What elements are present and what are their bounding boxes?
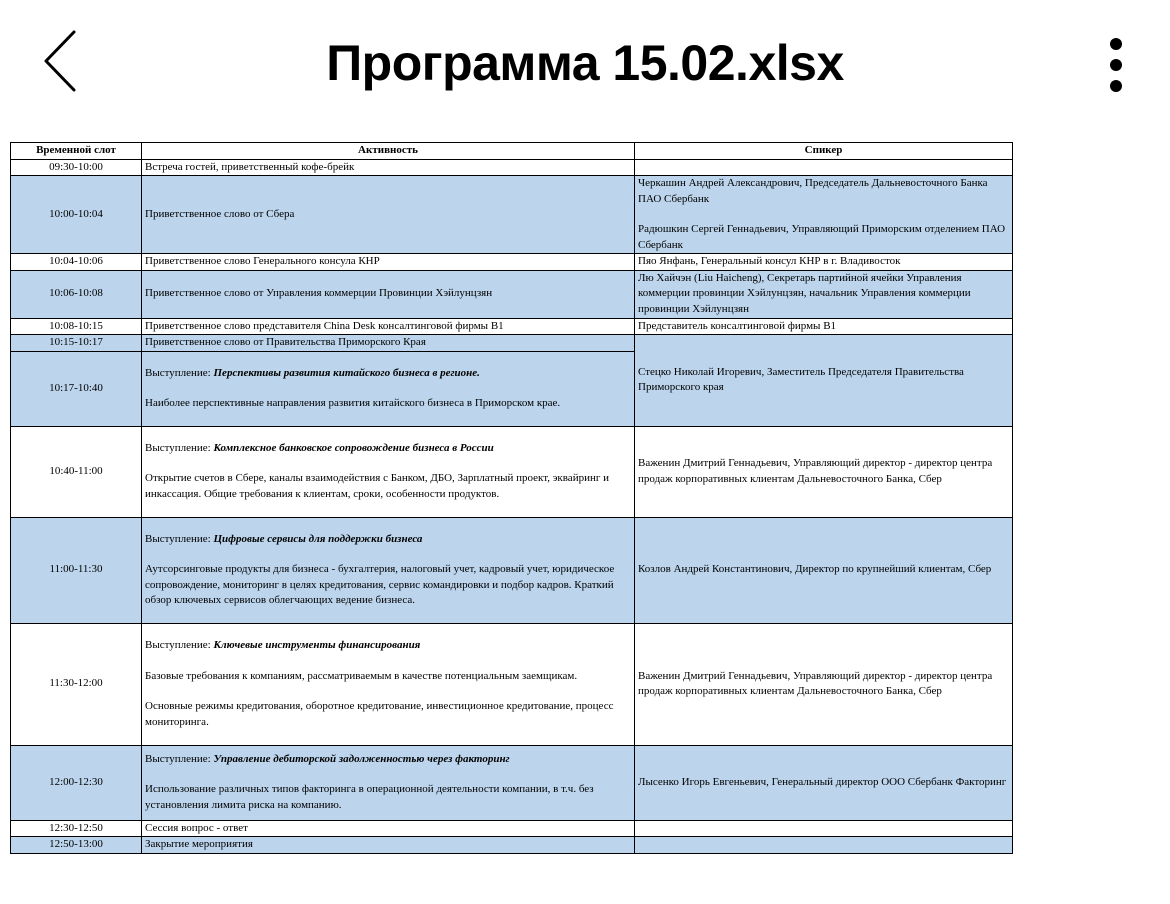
talk-prefix: Выступление: bbox=[145, 752, 214, 765]
header-activity: Активность bbox=[142, 143, 635, 160]
activity-cell[interactable] bbox=[142, 351, 635, 426]
speaker-cell[interactable]: Важенин Дмитрий Геннадьевич, Управляющий директор - директор центра продаж корпоративных клиентам Дальневосточного Банка, Сбер bbox=[635, 426, 1013, 517]
talk-topic: Комплексное банковское сопровождение бизнеса в России bbox=[213, 441, 494, 454]
table-row[interactable] bbox=[11, 623, 1013, 745]
activity-cell[interactable]: Приветственное слово представителя China Desk консалтинговой фирмы B1 bbox=[142, 318, 635, 335]
time-cell[interactable]: 12:50-13:00 bbox=[11, 837, 142, 854]
talk-prefix: Выступление: bbox=[145, 441, 214, 454]
time-cell[interactable]: 12:00-12:30 bbox=[11, 745, 142, 820]
activity-cell[interactable] bbox=[142, 517, 635, 623]
table-row[interactable] bbox=[11, 837, 1013, 854]
speaker-cell[interactable]: Козлов Андрей Константинович, Директор по крупнейший клиентам, Сбер bbox=[635, 517, 1013, 623]
time-cell[interactable]: 12:30-12:50 bbox=[11, 820, 142, 837]
talk-prefix: Выступление: bbox=[145, 639, 214, 651]
activity-cell[interactable] bbox=[142, 623, 635, 745]
talk-detail: Наиболее перспективные направления развития китайского бизнеса в Приморском крае. bbox=[145, 397, 561, 409]
talk-detail: Основные режимы кредитования, оборотное кредитование, инвестиционное кредитование, процесс мониторинга. bbox=[145, 700, 614, 728]
activity-cell[interactable]: Сессия вопрос - ответ bbox=[142, 820, 635, 837]
time-cell[interactable]: 10:06-10:08 bbox=[11, 270, 142, 318]
table-row[interactable] bbox=[11, 820, 1013, 837]
talk-detail: Использование различных типов факторинга в операционной деятельности компании, в т.ч. без установления лимита риска на компанию. bbox=[145, 783, 594, 811]
time-cell[interactable]: 10:00-10:04 bbox=[11, 176, 142, 254]
time-cell[interactable]: 11:00-11:30 bbox=[11, 517, 142, 623]
time-cell[interactable]: 11:30-12:00 bbox=[11, 623, 142, 745]
talk-detail: Открытие счетов в Сбере, каналы взаимодействия с Банком, ДБО, Зарплатный проект, эквайринг и инкассация. Общие требования к клиентам, сроки, особенности продуктов. bbox=[145, 472, 609, 500]
speaker-cell[interactable] bbox=[635, 159, 1013, 176]
vertical-ellipsis-icon bbox=[1096, 34, 1136, 98]
table-row[interactable] bbox=[11, 426, 1013, 517]
speaker-cell[interactable]: Лю Хайчэн (Liu Haicheng), Секретарь партийной ячейки Управления коммерции провинции Хэйлунцзян, начальник Управления коммерции провинции Хэйлунцзян bbox=[635, 270, 1013, 318]
activity-cell[interactable]: Приветственное слово Генерального консула КНР bbox=[142, 254, 635, 271]
talk-prefix: Выступление: bbox=[145, 532, 214, 545]
time-cell[interactable]: 10:17-10:40 bbox=[11, 351, 142, 426]
header-row bbox=[11, 143, 1013, 160]
speaker-cell[interactable]: Стецко Николай Игоревич, Заместитель Председателя Правительства Приморского края bbox=[635, 335, 1013, 427]
speaker-cell[interactable] bbox=[635, 820, 1013, 837]
speaker-cell[interactable]: Важенин Дмитрий Геннадьевич, Управляющий директор - директор центра продаж корпоративных клиентам Дальневосточного Банка, Сбер bbox=[635, 623, 1013, 745]
activity-cell[interactable]: Приветственное слово от Сбера bbox=[142, 176, 635, 254]
speaker-cell[interactable]: Лысенко Игорь Евгеньевич, Генеральный директор ООО Сбербанк Факторинг bbox=[635, 745, 1013, 820]
activity-cell[interactable]: Приветственное слово от Управления коммерции Провинции Хэйлунцзян bbox=[142, 270, 635, 318]
activity-cell[interactable] bbox=[142, 745, 635, 820]
table-row[interactable] bbox=[11, 335, 1013, 352]
talk-topic: Перспективы развития китайского бизнеса в регионе. bbox=[213, 366, 480, 379]
header-time: Временной слот bbox=[11, 143, 142, 160]
speaker-cell[interactable] bbox=[635, 837, 1013, 854]
header-speaker: Спикер bbox=[635, 143, 1013, 160]
top-bar bbox=[0, 0, 1170, 130]
speaker-cell[interactable]: Представитель консалтинговой фирмы B1 bbox=[635, 318, 1013, 335]
speaker-text: Черкашин Андрей Александрович, Председатель Дальневосточного Банка ПАО Сбербанк bbox=[638, 177, 988, 205]
more-options-button[interactable] bbox=[1096, 34, 1136, 98]
speaker-text: Радюшкин Сергей Геннадьевич, Управляющий Приморским отделением ПАО Сбербанк bbox=[638, 223, 1006, 251]
talk-detail: Аутсорсинговые продукты для бизнеса - бухгалтерия, налоговый учет, кадровый учет, юридическое сопровождение, мониторинг в целях кредитования, сервис командировки и подбор кадров. Краткий обзор ключевых сервисов облегчающих ведение бизнеса. bbox=[145, 563, 615, 606]
talk-topic: Цифровые сервисы для поддержки бизнеса bbox=[213, 532, 423, 545]
table-row[interactable] bbox=[11, 270, 1013, 318]
activity-cell[interactable] bbox=[142, 426, 635, 517]
activity-cell[interactable]: Приветственное слово от Правительства Приморского Края bbox=[142, 335, 635, 352]
activity-cell[interactable]: Закрытие мероприятия bbox=[142, 837, 635, 854]
speaker-cell[interactable]: Пяо Янфань, Генеральный консул КНР в г. Владивосток bbox=[635, 254, 1013, 271]
table-row[interactable] bbox=[11, 318, 1013, 335]
table-row[interactable] bbox=[11, 745, 1013, 820]
activity-cell[interactable]: Встреча гостей, приветственный кофе-брейк bbox=[142, 159, 635, 176]
talk-prefix: Выступление: bbox=[145, 366, 214, 379]
spreadsheet-table[interactable] bbox=[10, 142, 1013, 854]
talk-topic: Ключевые инструменты финансирования bbox=[213, 639, 421, 651]
talk-topic: Управление дебиторской задолженностью через факторинг bbox=[213, 752, 510, 765]
time-cell[interactable]: 10:04-10:06 bbox=[11, 254, 142, 271]
table-row[interactable] bbox=[11, 254, 1013, 271]
speaker-cell[interactable] bbox=[635, 176, 1013, 254]
time-cell[interactable]: 10:40-11:00 bbox=[11, 426, 142, 517]
table-row[interactable] bbox=[11, 176, 1013, 254]
time-cell[interactable]: 09:30-10:00 bbox=[11, 159, 142, 176]
talk-detail: Базовые требования к компаниям, рассматриваемым в качестве потенциальным заемщикам. bbox=[145, 669, 578, 682]
time-cell[interactable]: 10:08-10:15 bbox=[11, 318, 142, 335]
time-cell[interactable]: 10:15-10:17 bbox=[11, 335, 142, 352]
table-row[interactable] bbox=[11, 517, 1013, 623]
table-row[interactable] bbox=[11, 159, 1013, 176]
document-title: Программа 15.02.xlsx bbox=[326, 35, 844, 91]
